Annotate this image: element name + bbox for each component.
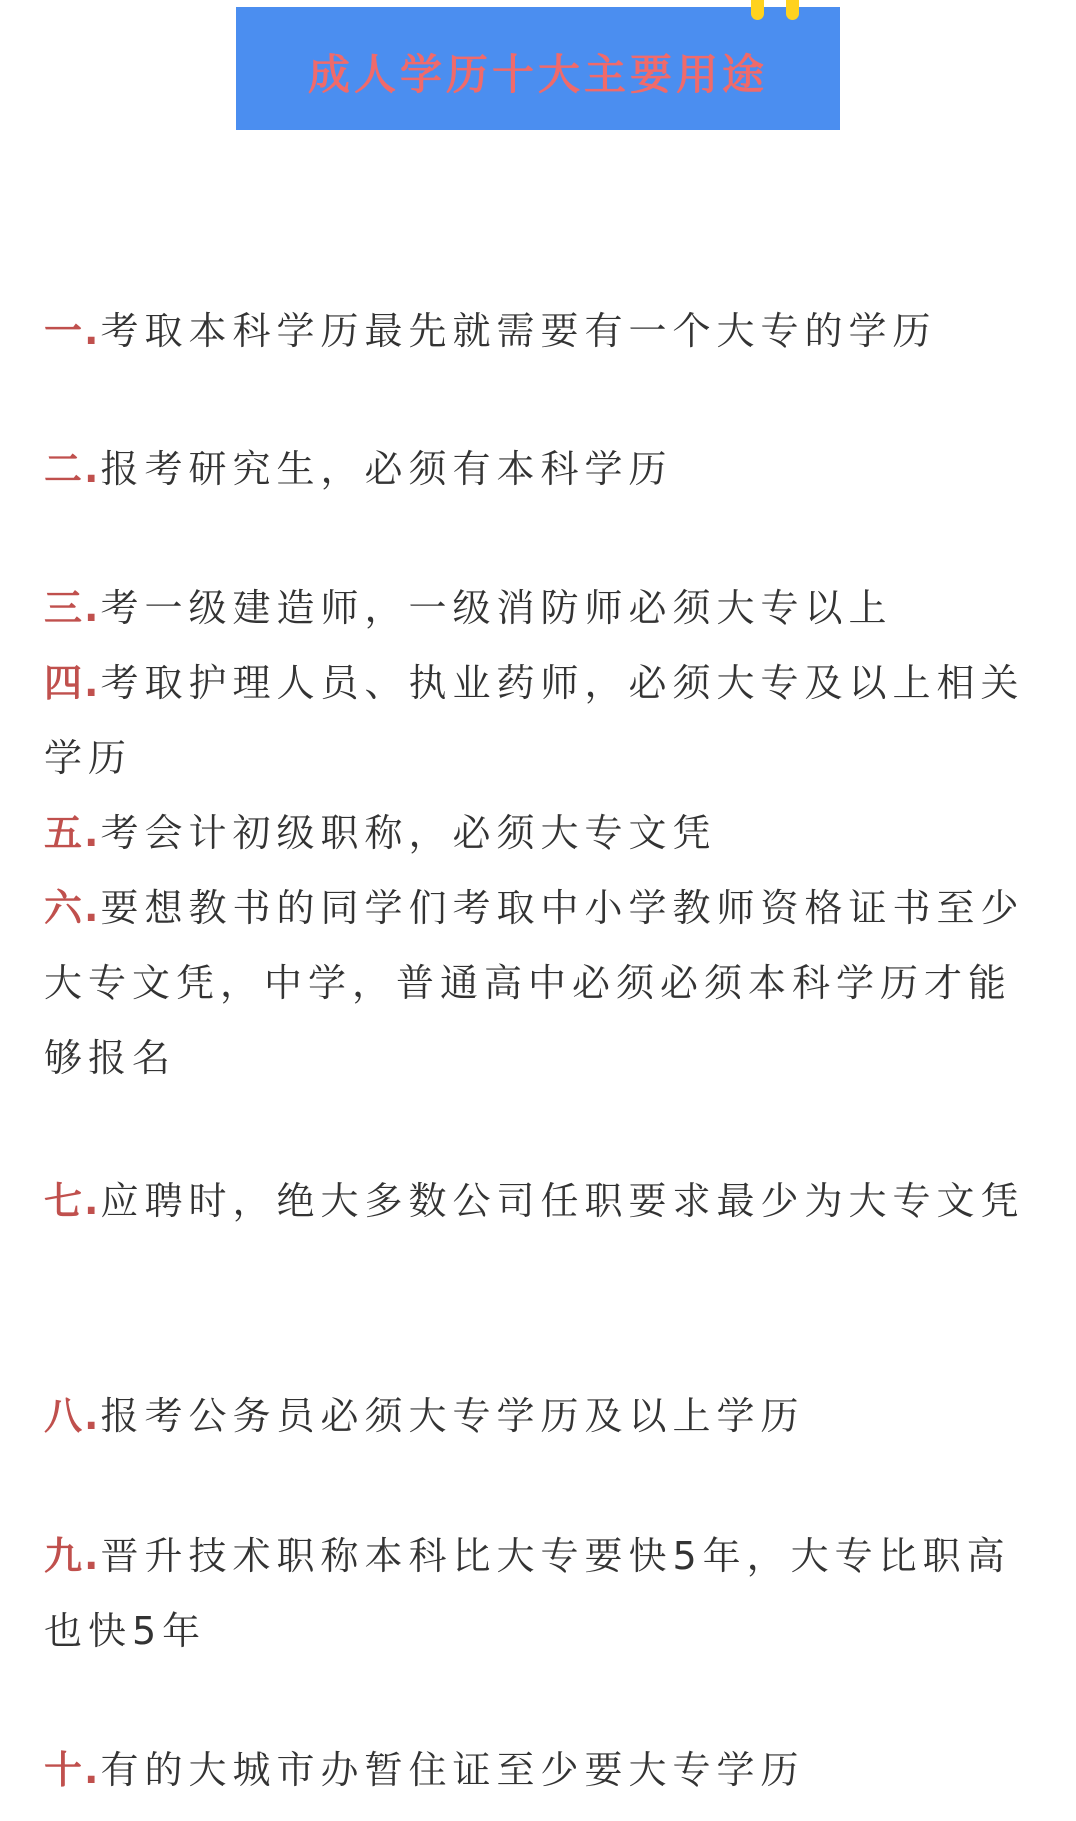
list-item — [44, 871, 1034, 1096]
item-number: 九. — [44, 1534, 101, 1578]
item-text: 考取本科学历最先就需要有一个大专的学历 — [100, 309, 937, 353]
item-number: 八. — [44, 1394, 101, 1438]
item-text: 应聘时，绝大多数公司任职要求最少为大专文凭 — [100, 1179, 1025, 1223]
item-number: 七. — [44, 1179, 101, 1223]
item-text: 考一级建造师，一级消防师必须大专以上 — [100, 586, 893, 630]
item-text: 考取护理人员、执业药师，必须大专及以上相关学历 — [44, 661, 1025, 780]
quote-mark-icon — [751, 0, 764, 20]
list-item — [44, 571, 1034, 646]
item-text: 晋升技术职称本科比大专要快5年，大专比职高也快5年 — [44, 1534, 1011, 1653]
item-text: 要想教书的同学们考取中小学教师资格证书至少大专文凭，中学，普通高中必须必须本科学历才能够报名 — [44, 886, 1025, 1080]
item-text: 有的大城市办暂住证至少要大专学历 — [100, 1748, 805, 1792]
quote-mark-icon — [786, 0, 799, 20]
list-item — [44, 1164, 1034, 1239]
page-title: 成人学历十大主要用途 — [307, 49, 768, 99]
list-item — [44, 646, 1034, 796]
list-item — [44, 796, 1034, 871]
item-number: 四. — [44, 661, 101, 705]
item-number: 二. — [44, 447, 101, 491]
item-number: 十. — [44, 1748, 101, 1792]
item-number: 五. — [44, 811, 101, 855]
item-text: 考会计初级职称，必须大专文凭 — [100, 811, 717, 855]
list-item — [44, 1379, 1034, 1454]
item-text: 报考研究生，必须有本科学历 — [100, 447, 673, 491]
list-item — [44, 1519, 1034, 1669]
list-item — [44, 432, 1034, 507]
item-text: 报考公务员必须大专学历及以上学历 — [100, 1394, 805, 1438]
title-banner — [236, 7, 840, 130]
item-number: 六. — [44, 886, 101, 930]
list-item — [44, 294, 1034, 369]
item-number: 一. — [44, 309, 101, 353]
item-number: 三. — [44, 586, 101, 630]
list-item — [44, 1733, 1034, 1808]
